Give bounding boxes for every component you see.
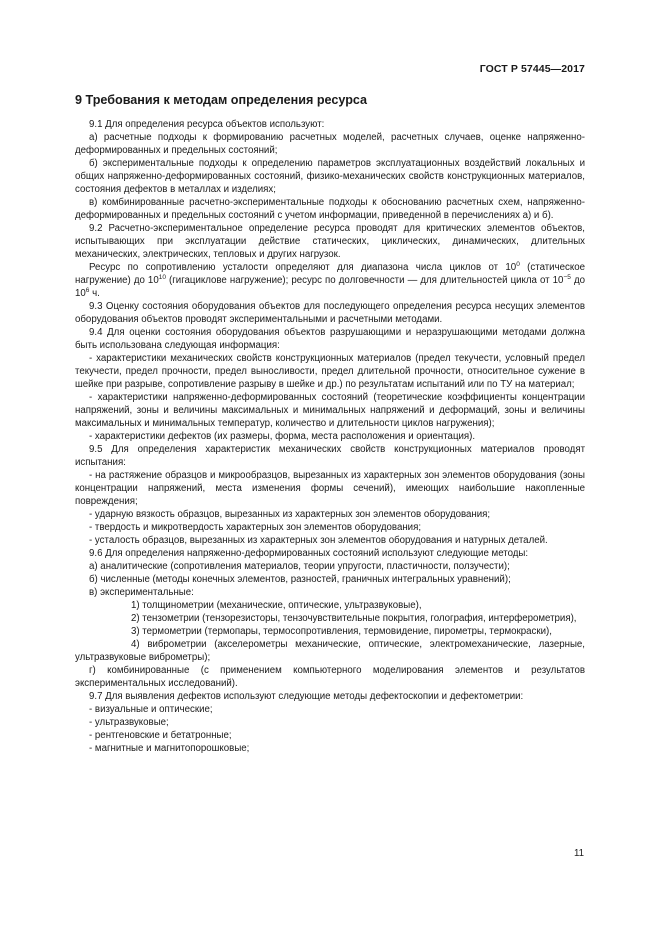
list-item-dash: - ультразвуковые; xyxy=(89,717,169,728)
list-item-dash: - магнитные и магнитопорошковые; xyxy=(89,743,250,754)
resource-text-1: Ресурс по сопротивлению усталости определяют для диапазона числа циклов от 10 xyxy=(89,262,517,273)
list-item-v: в) экспериментальные: xyxy=(89,587,194,598)
list-item-g: г) комбинированные (с применением компьютерного моделирования элементов и результатов экспериментальных исследований). xyxy=(75,665,585,689)
document-code: ГОСТ Р 57445—2017 xyxy=(479,63,585,75)
sub-item-1: 1) толщинометрии (механические, оптические, ультразвуковые), xyxy=(131,600,422,611)
exponent-minus-5: −5 xyxy=(563,274,571,281)
page-number: 11 xyxy=(573,848,584,859)
paragraph-9-2: 9.2 Расчетно-экспериментальное определение ресурса проводят для критических элементов объектов, испытывающих при эксплуатации действие статических, циклических, динамических, длительных механических, электрических, тепловых и других нагрузок. xyxy=(75,223,585,260)
exponent-6: 6 xyxy=(85,287,90,294)
list-item-dash: - усталость образцов, вырезанных из характерных зон элементов оборудования и натурных деталей. xyxy=(89,535,548,546)
paragraph-9-1: 9.1 Для определения ресурса объектов используют: xyxy=(89,119,325,130)
paragraph-9-7: 9.7 Для выявления дефектов используют следующие методы дефектоскопии и дефектометрии: xyxy=(89,691,524,702)
list-item-dash: - рентгеновские и бетатронные; xyxy=(89,730,232,741)
section-heading: 9 Требования к методам определения ресурса xyxy=(75,93,368,107)
resource-text-4: до 10 xyxy=(75,275,585,299)
list-item-dash: - характеристики дефектов (их размеры, форма, места расположения и ориентация). xyxy=(89,431,476,442)
paragraph-9-5: 9.5 Для определения характеристик механических свойств конструкционных материалов проводят испытания: xyxy=(75,444,585,468)
sub-item-4: 4) виброметрии (акселерометры механические, оптические, электромеханические, лазерные, ультразвуковые виброметры); xyxy=(75,639,585,663)
sub-item-3: 3) термометрии (термопары, термосопротивления, термовидение, пирометры, термокраски), xyxy=(131,626,552,637)
paragraph-9-4: 9.4 Для оценки состояния оборудования объектов разрушающими и неразрушающими методами должна быть использована следующая информация: xyxy=(75,327,585,351)
paragraph-9-3: 9.3 Оценку состояния оборудования объектов для последующего определения ресурса несущих элементов оборудования объектов проводят экспериментальными и расчетными методами. xyxy=(75,301,585,325)
resource-text-3: (гигациклове нагружение); ресурс по долговечности — для длительностей цикла от 10 xyxy=(165,275,564,286)
resource-text-5: ч. xyxy=(89,288,100,299)
list-item-b: б) экспериментальные подходы к определению параметров эксплуатационных воздействий локальных и общих напряженно-деформированных состояний, физико-механических свойств конструкционных материалов, состояния дефектов в металлах и изделиях; xyxy=(75,158,585,195)
list-item-b: б) численные (методы конечных элементов, разностей, граничных интегральных уравнений); xyxy=(89,574,511,585)
list-item-dash: - визуальные и оптические; xyxy=(89,704,213,715)
resource-text-2: (статическое нагружение) до 10 xyxy=(75,262,585,286)
resource-paragraph xyxy=(75,261,585,300)
exponent-10: 10 xyxy=(158,274,166,281)
exponent-0: 0 xyxy=(516,261,520,268)
list-item-dash: - твердость и микротвердость характерных зон элементов оборудования; xyxy=(89,522,422,533)
list-item-dash: - ударную вязкость образцов, вырезанных из характерных зон элементов оборудования; xyxy=(89,509,491,520)
list-item-a: а) аналитические (сопротивления материалов, теории упругости, пластичности, ползучести); xyxy=(89,561,510,572)
section-body xyxy=(75,118,585,755)
paragraph-9-6: 9.6 Для определения напряженно-деформированных состояний используют следующие методы: xyxy=(89,548,529,559)
sub-item-2: 2) тензометрии (тензорезисторы, тензочувствительные покрытия, голография, интерферометрия), xyxy=(131,613,577,624)
list-item-dash: - на растяжение образцов и микрообразцов, вырезанных из характерных зон элементов оборудования (зоны концентрации напряжений, места изменения формы сечений), имеющих наибольшие накопленные повреждения; xyxy=(75,470,585,507)
list-item-v: в) комбинированные расчетно-экспериментальные подходы к обоснованию расчетных схем, напряженно-деформированных и предельных состояний с учетом информации, приведенной в перечислениях а) и б). xyxy=(75,197,585,221)
list-item-dash: - характеристики напряженно-деформированных состояний (теоретические коэффициенты концентрации напряжений, зоны и величины максимальных и минимальных напряжений и деформаций, зоны и величины максимальных и минимальных температур, количество и длительности циклов нагружения); xyxy=(75,392,585,429)
list-item-dash: - характеристики механических свойств конструкционных материалов (предел текучести, условный предел текучести, предел прочности, предел выносливости, предел длительной прочности, относительное сужение в шейке при разрыве, сопротивление разрыву в шейке и др.) по результатам испытаний или по ТУ на материал; xyxy=(75,353,585,390)
list-item-a: а) расчетные подходы к формированию расчетных моделей, расчетных случаев, оценке напряженно-деформированных и предельных состояний; xyxy=(75,132,585,156)
